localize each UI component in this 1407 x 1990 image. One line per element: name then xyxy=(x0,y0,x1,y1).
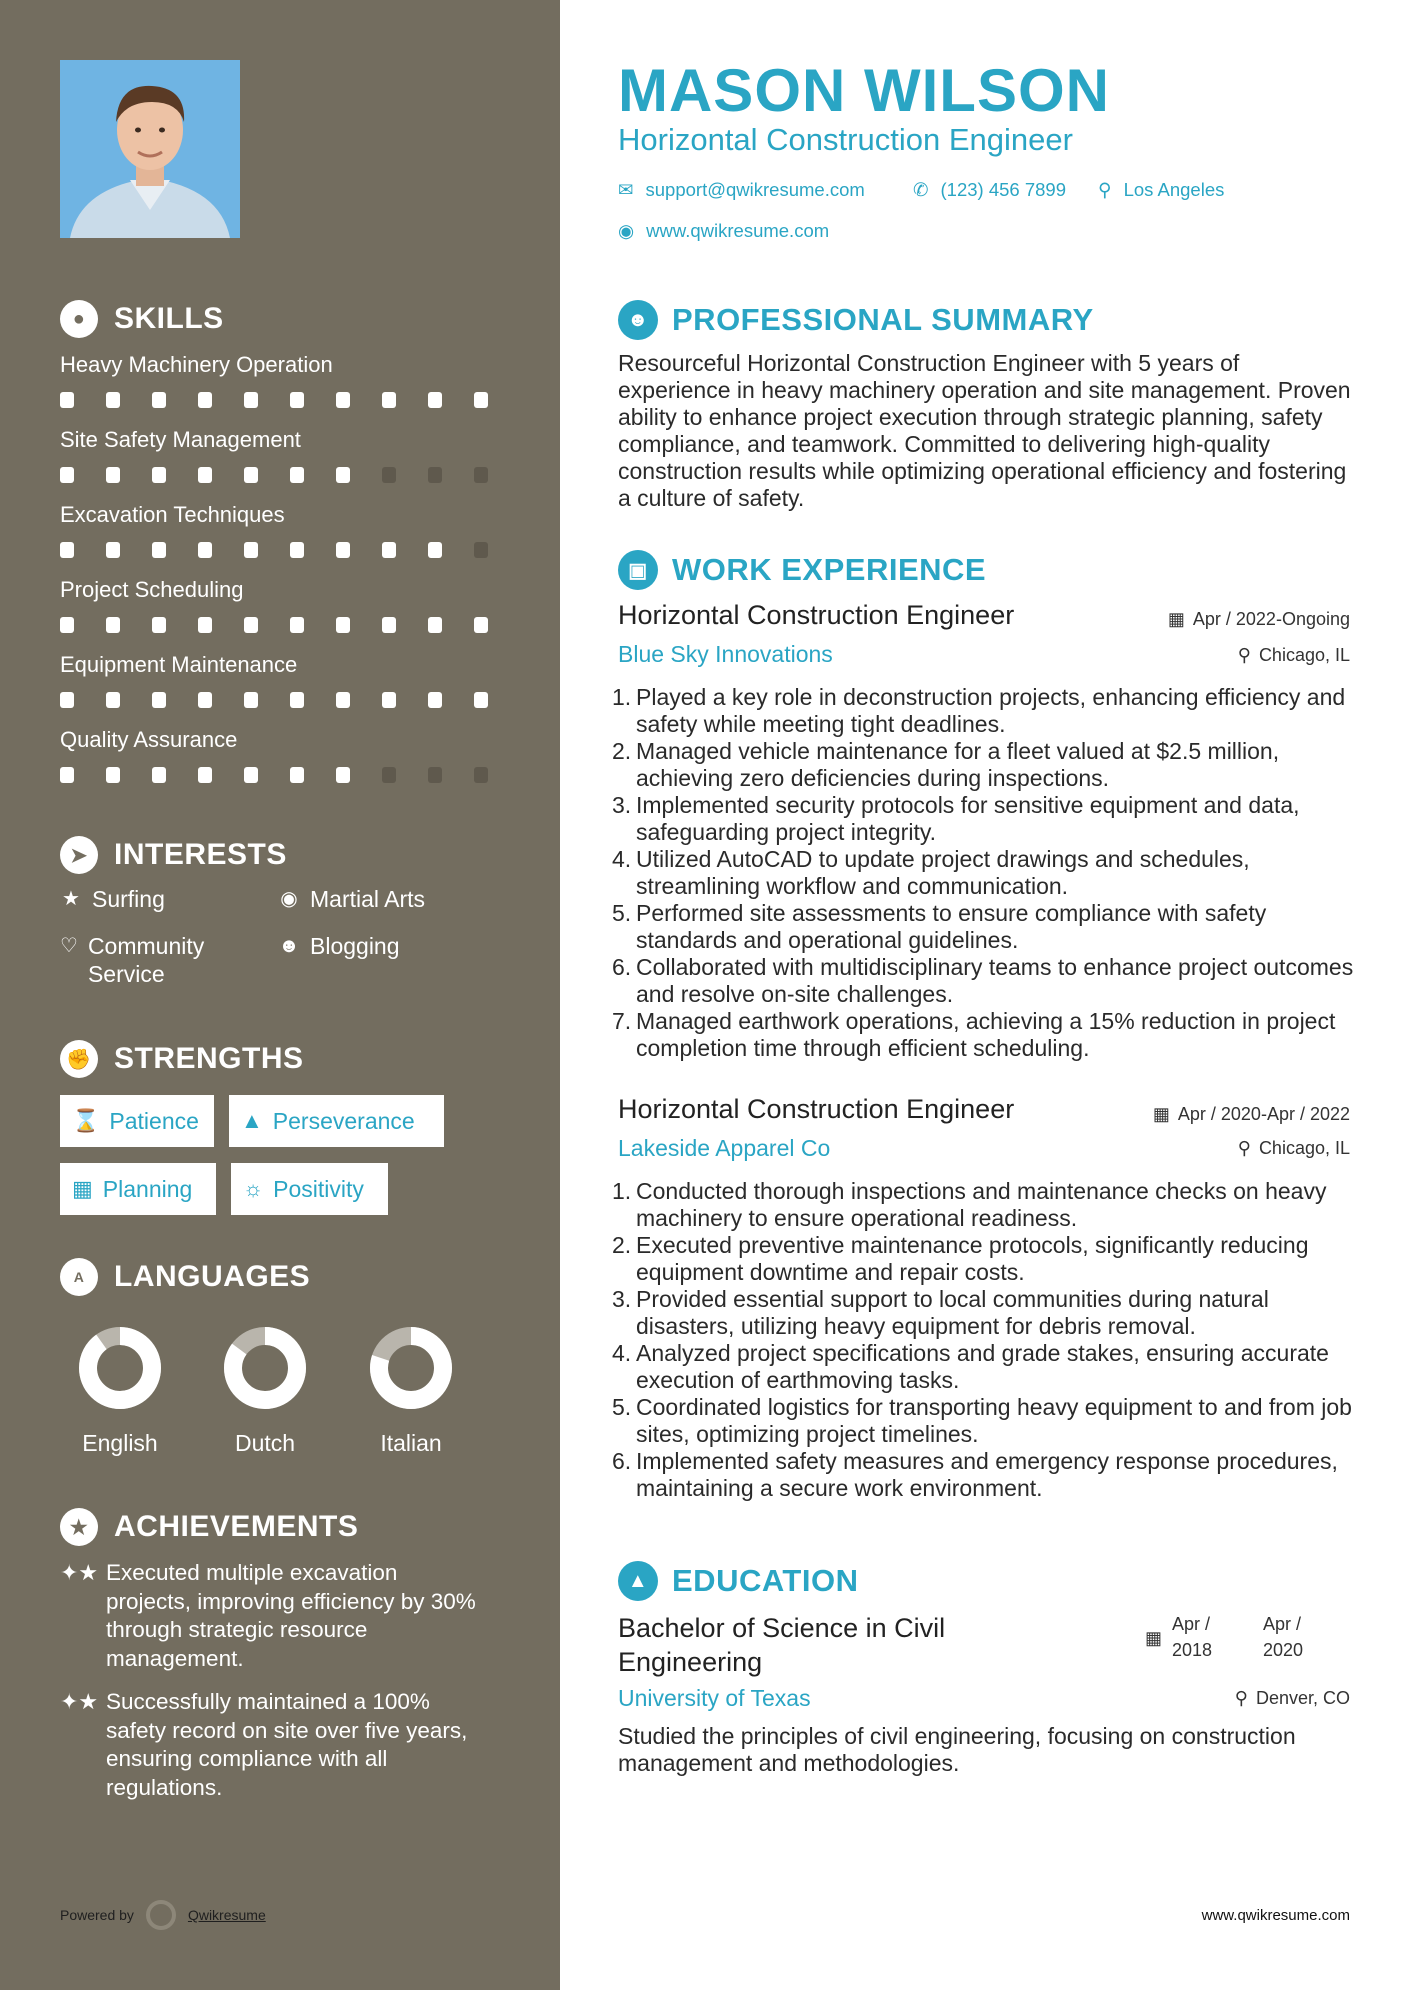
strength-tag: ▲ Perseverance xyxy=(229,1095,444,1147)
interest-item: ☻ Blogging xyxy=(278,933,400,959)
job-bullet: 3. Implemented security protocols for sensitive equipment and data, safeguarding project integrity. xyxy=(612,792,1300,845)
rating-dot xyxy=(336,767,350,783)
hourglass-icon: ⌛ xyxy=(72,1108,100,1133)
job-bullet: 1. Played a key role in deconstruction projects, enhancing efficiency and safety while meeting tight deadlines. xyxy=(612,684,1346,737)
star-icon: ★ xyxy=(62,888,80,910)
skill-rating xyxy=(60,542,488,558)
job-bullet: 5. Performed site assessments to ensure compliance with safety standards and operational guidelines. xyxy=(612,900,1267,953)
job-bullets xyxy=(612,684,1372,1062)
rating-dot xyxy=(428,392,442,408)
lightbulb-icon: ● xyxy=(60,300,98,338)
pin-icon: ⚲ xyxy=(1237,1138,1251,1158)
rating-dot xyxy=(152,467,166,483)
rating-dot xyxy=(474,617,488,633)
rating-dot xyxy=(106,767,120,783)
translate-icon: A xyxy=(60,1258,98,1296)
interests-heading: ➤ INTERESTS xyxy=(60,836,287,874)
rating-dot xyxy=(244,767,258,783)
job-company: Blue Sky Innovations xyxy=(618,641,833,667)
rating-dot xyxy=(290,392,304,408)
rating-dot xyxy=(382,692,396,708)
job-bullet: 6. Implemented safety measures and emergency response procedures, maintaining a secure work environment. xyxy=(612,1448,1338,1501)
user-icon: ☻ xyxy=(618,300,658,340)
calendar-icon: ▦ xyxy=(1145,1628,1163,1648)
job-title: Horizontal Construction Engineer xyxy=(618,600,1015,630)
rating-dot xyxy=(244,617,258,633)
medal-icon: ★ xyxy=(60,1508,98,1546)
rating-dot xyxy=(198,467,212,483)
interest-item: ★ Surfing xyxy=(60,885,165,913)
rating-dot xyxy=(106,467,120,483)
job-bullet: 2. Managed vehicle maintenance for a fleet valued at $2.5 million, achieving zero deficiencies during inspections. xyxy=(612,738,1280,791)
rating-dot xyxy=(382,617,396,633)
graduation-cap-icon: ▲ xyxy=(618,1561,658,1601)
education-location: ⚲ Denver, CO xyxy=(1234,1688,1350,1708)
calendar-icon: ▦ xyxy=(72,1176,93,1201)
skill-name: Quality Assurance xyxy=(60,727,238,752)
pin-icon: ⚲ xyxy=(1237,645,1251,665)
footer-url[interactable]: www.qwikresume.com xyxy=(1201,1907,1350,1924)
skills-heading: ● SKILLS xyxy=(60,300,224,338)
rating-dot xyxy=(428,467,442,483)
rating-dot xyxy=(106,542,120,558)
rating-dot xyxy=(290,692,304,708)
achievements-heading: ★ ACHIEVEMENTS xyxy=(60,1508,358,1546)
rating-dot xyxy=(198,767,212,783)
skill-name: Heavy Machinery Operation xyxy=(60,352,333,377)
interest-item: ♡ Community Service xyxy=(60,933,205,987)
rating-dot xyxy=(244,392,258,408)
powered-by: Powered by Qwikresume xyxy=(60,1900,266,1930)
globe-icon: ◉ xyxy=(618,220,635,241)
education-start-date: Apr / 2018 xyxy=(1172,1614,1213,1660)
job-bullet: 4. Utilized AutoCAD to update project drawings and schedules, streamlining workflow and communication. xyxy=(612,846,1250,899)
sun-icon: ☼ xyxy=(243,1176,264,1201)
rating-dot xyxy=(152,692,166,708)
candidate-name: MASON WILSON xyxy=(618,57,1110,124)
skill-name: Equipment Maintenance xyxy=(60,652,298,677)
languages-rings xyxy=(0,1320,560,1420)
education-description: Studied the principles of civil engineering, focusing on construction management and methodologies. xyxy=(618,1723,1296,1776)
qwikresume-link[interactable]: Qwikresume xyxy=(187,1907,266,1923)
education-degree: Bachelor of Science in Civil Engineering xyxy=(618,1613,946,1677)
location-contact: ⚲ Los Angeles xyxy=(1098,179,1225,200)
email-contact[interactable]: ✉ support@qwikresume.com xyxy=(618,179,865,200)
rating-dot xyxy=(290,617,304,633)
envelope-icon: ✉ xyxy=(618,179,634,200)
interest-item: ◉ Martial Arts xyxy=(278,885,425,913)
rating-dot xyxy=(290,467,304,483)
briefcase-icon: ▣ xyxy=(618,550,658,590)
skill-rating xyxy=(60,692,488,708)
calendar-icon: ▦ xyxy=(1167,609,1185,629)
rating-dot xyxy=(474,467,488,483)
mountain-icon: ▲ xyxy=(241,1108,263,1133)
rating-dot xyxy=(382,467,396,483)
rating-dot xyxy=(428,542,442,558)
job-location: ⚲ Chicago, IL xyxy=(1237,1138,1350,1158)
job-bullet: 6. Collaborated with multidisciplinary teams to enhance project outcomes and resolve on-site challenges. xyxy=(612,954,1354,1007)
language-ring-level xyxy=(88,1336,152,1400)
rating-dot xyxy=(198,542,212,558)
rating-dot xyxy=(290,542,304,558)
rating-dot xyxy=(474,392,488,408)
job-title: Horizontal Construction Engineer xyxy=(618,1094,1015,1124)
globe-icon: ◉ xyxy=(280,888,298,910)
job-bullet: 1. Conducted thorough inspections and maintenance checks on heavy machinery to ensure operational readiness. xyxy=(612,1178,1327,1231)
sidebar xyxy=(0,0,560,1990)
experience-heading: ▣ WORK EXPERIENCE xyxy=(618,550,986,590)
rating-dot xyxy=(60,467,74,483)
rating-dot xyxy=(428,767,442,783)
rating-dot xyxy=(60,692,74,708)
rating-dot xyxy=(198,617,212,633)
rating-dot xyxy=(428,692,442,708)
main-content xyxy=(560,0,1407,1990)
rating-dot xyxy=(474,692,488,708)
skill-rating xyxy=(60,767,488,783)
rating-dot xyxy=(474,767,488,783)
rating-dot xyxy=(382,392,396,408)
skill-name: Site Safety Management xyxy=(60,427,301,452)
skill-name: Project Scheduling xyxy=(60,577,244,602)
education-heading: ▲ EDUCATION xyxy=(618,1561,858,1601)
job-bullet: 5. Coordinated logistics for transporting heavy equipment to and from job sites, optimizing project timelines. xyxy=(612,1394,1352,1447)
skill-rating xyxy=(60,617,488,633)
job-bullet: 3. Provided essential support to local communities during natural disasters, utilizing heavy equipment for debris removal. xyxy=(612,1286,1269,1339)
rating-dot xyxy=(152,392,166,408)
language-name: Dutch xyxy=(234,1430,296,1456)
summary-text: Resourceful Horizontal Construction Engineer with 5 years of experience in heavy machinery operation and site management. Proven ability to enhance project execution through strategic planning, safety compliance, and teamwork. Committed to delivering high-quality construction results while optimizing operational efficiency and fostering a culture of safety. xyxy=(618,350,1351,511)
rating-dot xyxy=(336,467,350,483)
stars-icon: ✦★ xyxy=(60,1689,99,1714)
rating-dot xyxy=(336,692,350,708)
rating-dot xyxy=(244,467,258,483)
rating-dot xyxy=(244,542,258,558)
rating-dot xyxy=(106,617,120,633)
stars-icon: ✦★ xyxy=(60,1560,99,1585)
users-icon: ☻ xyxy=(278,935,300,957)
job-company: Lakeside Apparel Co xyxy=(618,1135,831,1161)
rating-dot xyxy=(290,767,304,783)
skill-rating xyxy=(60,467,488,483)
rating-dot xyxy=(428,617,442,633)
strength-tag: ☼ Positivity xyxy=(231,1163,388,1215)
achievement-item: ✦★ Executed multiple excavation projects, improving efficiency by 30% through strategic resource management. xyxy=(60,1559,480,1673)
summary-heading: ☻ PROFESSIONAL SUMMARY xyxy=(618,300,1094,340)
strength-tag: ⌛ Patience xyxy=(60,1095,214,1147)
job-date: ▦ Apr / 2020-Apr / 2022 xyxy=(1152,1104,1350,1124)
rating-dot xyxy=(244,692,258,708)
rating-dot xyxy=(152,617,166,633)
rating-dot xyxy=(60,767,74,783)
job-bullet: 7. Managed earthwork operations, achieving a 15% reduction in project completion time through efficient scheduling. xyxy=(612,1008,1336,1061)
rating-dot xyxy=(152,767,166,783)
rating-dot xyxy=(60,392,74,408)
strength-tag: ▦ Planning xyxy=(60,1163,216,1215)
phone-icon: ✆ xyxy=(913,179,929,200)
strengths-heading: ✊ STRENGTHS xyxy=(60,1040,304,1078)
education-school: University of Texas xyxy=(618,1685,811,1711)
skill-name: Excavation Techniques xyxy=(60,502,285,527)
calendar-icon: ▦ xyxy=(1152,1104,1170,1124)
pin-icon: ⚲ xyxy=(1234,1688,1248,1708)
job-bullets xyxy=(612,1178,1372,1502)
rating-dot xyxy=(60,542,74,558)
rating-dot xyxy=(60,617,74,633)
rating-dot xyxy=(198,692,212,708)
candidate-role: Horizontal Construction Engineer xyxy=(618,122,1073,157)
rating-dot xyxy=(106,392,120,408)
languages-heading: A LANGUAGES xyxy=(60,1258,310,1296)
fist-icon: ✊ xyxy=(60,1040,98,1078)
rating-dot xyxy=(152,542,166,558)
rating-dot xyxy=(336,617,350,633)
rating-dot xyxy=(106,692,120,708)
job-bullet: 2. Executed preventive maintenance protocols, significantly reducing equipment downtime and repair costs. xyxy=(612,1232,1309,1285)
website-contact[interactable]: ◉ www.qwikresume.com xyxy=(618,220,830,241)
job-location: ⚲ Chicago, IL xyxy=(1237,645,1350,665)
rating-dot xyxy=(382,767,396,783)
language-name: Italian xyxy=(380,1430,442,1456)
language-name: English xyxy=(82,1430,158,1456)
map-pin-icon: ⚲ xyxy=(1098,179,1112,200)
qwikresume-logo-icon xyxy=(146,1900,176,1930)
rating-dot xyxy=(474,542,488,558)
rating-dot xyxy=(336,542,350,558)
skill-rating xyxy=(60,392,488,408)
achievement-item: ✦★ Successfully maintained a 100% safety record on site over five years, ensuring compliance with all regulations. xyxy=(60,1688,480,1802)
rating-dot xyxy=(198,392,212,408)
rating-dot xyxy=(336,392,350,408)
phone-contact: ✆ (123) 456 7899 xyxy=(913,179,1067,200)
education-end-date: Apr / 2020 xyxy=(1263,1614,1304,1660)
paper-plane-icon: ➤ xyxy=(60,836,98,874)
job-date: ▦ Apr / 2022-Ongoing xyxy=(1167,609,1350,629)
profile-photo xyxy=(60,60,240,238)
ribbon-icon: ♡ xyxy=(60,935,78,957)
job-bullet: 4. Analyzed project specifications and grade stakes, ensuring accurate execution of earthmoving tasks. xyxy=(612,1340,1329,1393)
rating-dot xyxy=(382,542,396,558)
